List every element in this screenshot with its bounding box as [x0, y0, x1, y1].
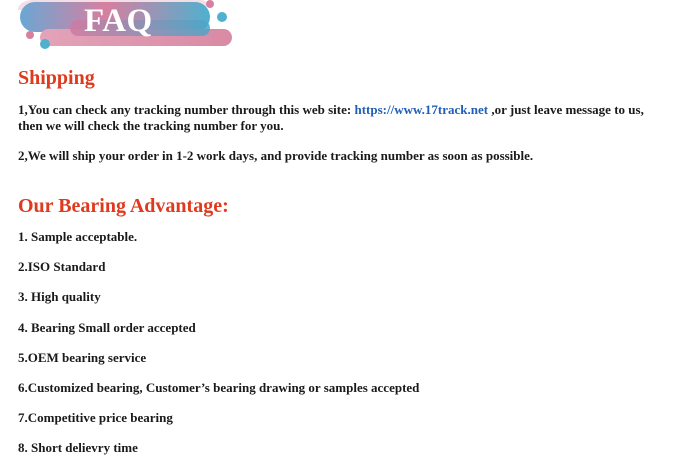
shipping-item-1	[18, 102, 658, 134]
shipping-item-1-suffix: ,or just leave message to us, then we will check the tracking number for you.	[18, 102, 644, 133]
advantage-item: 2.ISO Standard	[18, 259, 106, 275]
faq-title: FAQ	[84, 3, 153, 39]
advantage-item: 4. Bearing Small order accepted	[18, 319, 196, 335]
advantage-item: 6.Customized bearing, Customer’s bearing drawing or samples accepted	[18, 379, 420, 395]
shipping-item-2: 2,We will ship your order in 1-2 work days, and provide tracking number as soon as possible.	[18, 148, 534, 163]
advantage-item: 5.OEM bearing service	[18, 349, 147, 365]
advantage-item: 3. High quality	[18, 289, 101, 305]
advantage-heading: Our Bearing Advantage:	[18, 195, 229, 217]
advantage-item: 1. Sample acceptable.	[18, 229, 138, 244]
shipping-item-1-prefix: 1,You can check any tracking number through this web site:	[18, 102, 355, 117]
faq-banner	[0, 0, 240, 52]
advantage-item: 7.Competitive price bearing	[18, 410, 173, 426]
advantage-item: 8. Short delievry time	[18, 440, 138, 456]
advantage-list	[18, 230, 419, 472]
tracking-link[interactable]: https://www.17track.net	[354, 102, 489, 117]
shipping-heading: Shipping	[18, 67, 95, 89]
